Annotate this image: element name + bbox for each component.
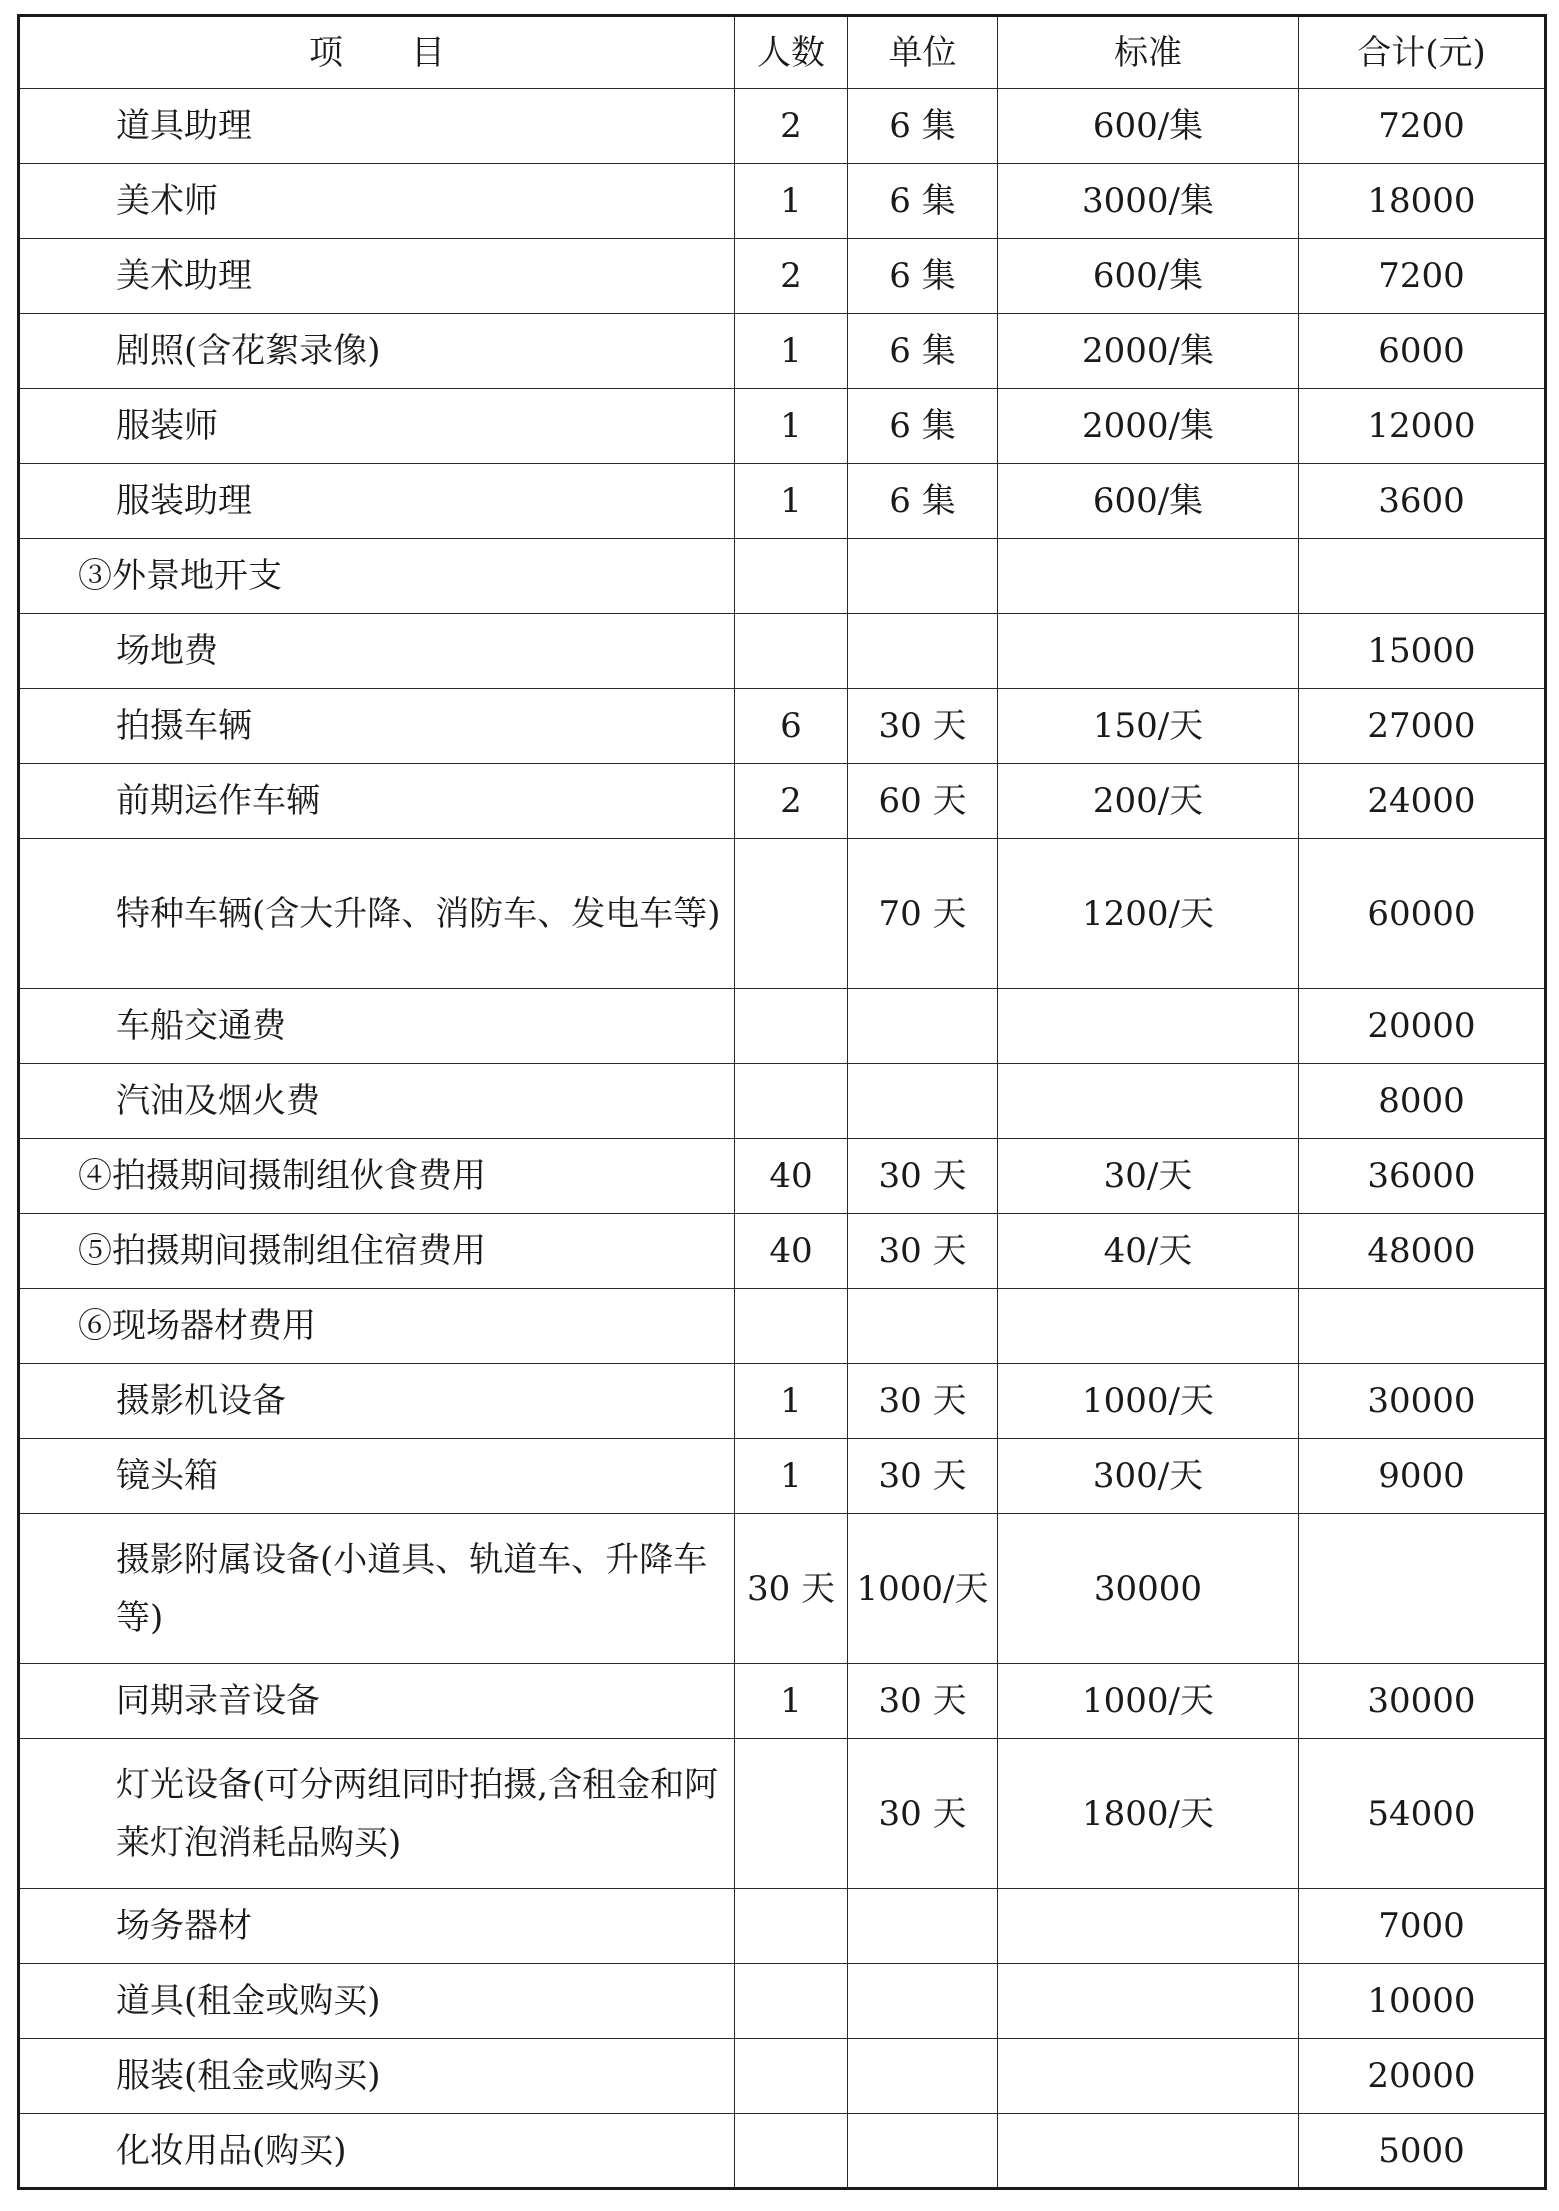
table-row bbox=[19, 689, 1546, 764]
count-cell: 1 bbox=[735, 1439, 848, 1514]
table-row bbox=[19, 2039, 1546, 2114]
count-cell: 1 bbox=[735, 314, 848, 389]
unit-cell: 6 集 bbox=[848, 239, 998, 314]
unit-cell bbox=[848, 2039, 998, 2114]
item-cell: 场务器材 bbox=[19, 1889, 735, 1964]
item-cell: 服装助理 bbox=[19, 464, 735, 539]
table-row bbox=[19, 89, 1546, 164]
total-cell: 5000 bbox=[1299, 2114, 1546, 2189]
table-row bbox=[19, 314, 1546, 389]
unit-cell: 30 天 bbox=[848, 1439, 998, 1514]
total-cell bbox=[1299, 539, 1546, 614]
section-row bbox=[19, 1289, 1546, 1364]
total-cell: 7200 bbox=[1299, 89, 1546, 164]
item-cell: 道具助理 bbox=[19, 89, 735, 164]
total-cell: 48000 bbox=[1299, 1214, 1546, 1289]
unit-cell bbox=[848, 1289, 998, 1364]
total-cell bbox=[1299, 1289, 1546, 1364]
standard-cell bbox=[998, 1889, 1299, 1964]
item-cell: 服装师 bbox=[19, 389, 735, 464]
count-cell: 30 天 bbox=[735, 1514, 848, 1664]
table-row bbox=[19, 1739, 1546, 1889]
count-cell bbox=[735, 989, 848, 1064]
total-cell: 18000 bbox=[1299, 164, 1546, 239]
item-cell: 剧照(含花絮录像) bbox=[19, 314, 735, 389]
section-row bbox=[19, 1139, 1546, 1214]
standard-cell: 600/集 bbox=[998, 239, 1299, 314]
table-row bbox=[19, 1514, 1546, 1664]
total-cell: 3600 bbox=[1299, 464, 1546, 539]
count-cell: 2 bbox=[735, 764, 848, 839]
count-cell: 1 bbox=[735, 164, 848, 239]
unit-cell: 60 天 bbox=[848, 764, 998, 839]
count-cell: 40 bbox=[735, 1214, 848, 1289]
section-row bbox=[19, 539, 1546, 614]
header-unit: 单位 bbox=[848, 16, 998, 89]
total-cell: 60000 bbox=[1299, 839, 1546, 989]
standard-cell bbox=[998, 1964, 1299, 2039]
header-standard: 标准 bbox=[998, 16, 1299, 89]
section-row bbox=[19, 1214, 1546, 1289]
count-cell: 2 bbox=[735, 89, 848, 164]
unit-cell bbox=[848, 1889, 998, 1964]
total-cell: 24000 bbox=[1299, 764, 1546, 839]
unit-cell: 30 天 bbox=[848, 1139, 998, 1214]
table-row bbox=[19, 2114, 1546, 2189]
total-cell: 54000 bbox=[1299, 1739, 1546, 1889]
table-row bbox=[19, 614, 1546, 689]
table-row bbox=[19, 1889, 1546, 1964]
count-cell bbox=[735, 539, 848, 614]
count-cell: 40 bbox=[735, 1139, 848, 1214]
standard-cell bbox=[998, 539, 1299, 614]
standard-cell: 1200/天 bbox=[998, 839, 1299, 989]
standard-cell: 1000/天 bbox=[998, 1664, 1299, 1739]
standard-cell: 200/天 bbox=[998, 764, 1299, 839]
unit-cell bbox=[848, 1064, 998, 1139]
total-cell: 10000 bbox=[1299, 1964, 1546, 2039]
total-cell: 7000 bbox=[1299, 1889, 1546, 1964]
total-cell: 15000 bbox=[1299, 614, 1546, 689]
table-row bbox=[19, 1964, 1546, 2039]
count-cell bbox=[735, 614, 848, 689]
total-cell: 6000 bbox=[1299, 314, 1546, 389]
count-cell: 1 bbox=[735, 389, 848, 464]
table-row bbox=[19, 839, 1546, 989]
standard-cell: 40/天 bbox=[998, 1214, 1299, 1289]
standard-cell: 1000/天 bbox=[998, 1364, 1299, 1439]
standard-cell bbox=[998, 2039, 1299, 2114]
unit-cell bbox=[848, 989, 998, 1064]
unit-cell: 6 集 bbox=[848, 314, 998, 389]
unit-cell bbox=[848, 1964, 998, 2039]
total-cell: 20000 bbox=[1299, 2039, 1546, 2114]
table-header bbox=[19, 16, 1546, 89]
section-title-cell: ⑥现场器材费用 bbox=[19, 1289, 735, 1364]
unit-cell: 1000/天 bbox=[848, 1514, 998, 1664]
item-cell: 道具(租金或购买) bbox=[19, 1964, 735, 2039]
total-cell: 9000 bbox=[1299, 1439, 1546, 1514]
unit-cell: 30 天 bbox=[848, 1739, 998, 1889]
total-cell bbox=[1299, 1514, 1546, 1664]
section-title-cell: ③外景地开支 bbox=[19, 539, 735, 614]
header-total: 合计(元) bbox=[1299, 16, 1546, 89]
standard-cell bbox=[998, 2114, 1299, 2189]
standard-cell: 3000/集 bbox=[998, 164, 1299, 239]
standard-cell: 300/天 bbox=[998, 1439, 1299, 1514]
total-cell: 30000 bbox=[1299, 1664, 1546, 1739]
table-row bbox=[19, 389, 1546, 464]
item-cell: 前期运作车辆 bbox=[19, 764, 735, 839]
count-cell: 1 bbox=[735, 1664, 848, 1739]
count-cell bbox=[735, 2114, 848, 2189]
item-cell: 摄影附属设备(小道具、轨道车、升降车等) bbox=[19, 1514, 735, 1664]
count-cell: 1 bbox=[735, 464, 848, 539]
item-cell: 镜头箱 bbox=[19, 1439, 735, 1514]
item-cell: 美术师 bbox=[19, 164, 735, 239]
standard-cell: 150/天 bbox=[998, 689, 1299, 764]
count-cell bbox=[735, 1064, 848, 1139]
header-row bbox=[19, 16, 1546, 89]
header-item: 项 目 bbox=[19, 16, 735, 89]
count-cell: 1 bbox=[735, 1364, 848, 1439]
standard-cell bbox=[998, 614, 1299, 689]
item-cell: 车船交通费 bbox=[19, 989, 735, 1064]
count-cell bbox=[735, 2039, 848, 2114]
unit-cell: 30 天 bbox=[848, 1664, 998, 1739]
table-row bbox=[19, 464, 1546, 539]
total-cell: 8000 bbox=[1299, 1064, 1546, 1139]
total-cell: 27000 bbox=[1299, 689, 1546, 764]
budget-table bbox=[17, 14, 1547, 2190]
table-row bbox=[19, 764, 1546, 839]
count-cell bbox=[735, 1289, 848, 1364]
unit-cell: 6 集 bbox=[848, 389, 998, 464]
total-cell: 20000 bbox=[1299, 989, 1546, 1064]
item-cell: 拍摄车辆 bbox=[19, 689, 735, 764]
count-cell bbox=[735, 839, 848, 989]
unit-cell: 30 天 bbox=[848, 689, 998, 764]
total-cell: 30000 bbox=[1299, 1364, 1546, 1439]
item-cell: 摄影机设备 bbox=[19, 1364, 735, 1439]
standard-cell: 2000/集 bbox=[998, 389, 1299, 464]
unit-cell: 30 天 bbox=[848, 1214, 998, 1289]
standard-cell: 600/集 bbox=[998, 464, 1299, 539]
count-cell bbox=[735, 1889, 848, 1964]
standard-cell: 30000 bbox=[998, 1514, 1299, 1664]
unit-cell: 70 天 bbox=[848, 839, 998, 989]
item-cell: 场地费 bbox=[19, 614, 735, 689]
total-cell: 12000 bbox=[1299, 389, 1546, 464]
section-title-cell: ④拍摄期间摄制组伙食费用 bbox=[19, 1139, 735, 1214]
standard-cell bbox=[998, 1064, 1299, 1139]
count-cell: 2 bbox=[735, 239, 848, 314]
table-row bbox=[19, 1664, 1546, 1739]
unit-cell: 6 集 bbox=[848, 89, 998, 164]
table-row bbox=[19, 989, 1546, 1064]
unit-cell: 6 集 bbox=[848, 464, 998, 539]
item-cell: 服装(租金或购买) bbox=[19, 2039, 735, 2114]
table-row bbox=[19, 239, 1546, 314]
item-cell: 化妆用品(购买) bbox=[19, 2114, 735, 2189]
item-cell: 灯光设备(可分两组同时拍摄,含租金和阿莱灯泡消耗品购买) bbox=[19, 1739, 735, 1889]
item-cell: 汽油及烟火费 bbox=[19, 1064, 735, 1139]
unit-cell: 6 集 bbox=[848, 164, 998, 239]
table-body bbox=[19, 89, 1546, 2189]
item-cell: 特种车辆(含大升降、消防车、发电车等) bbox=[19, 839, 735, 989]
header-count: 人数 bbox=[735, 16, 848, 89]
item-cell: 同期录音设备 bbox=[19, 1664, 735, 1739]
table-row bbox=[19, 1364, 1546, 1439]
standard-cell: 30/天 bbox=[998, 1139, 1299, 1214]
standard-cell bbox=[998, 989, 1299, 1064]
unit-cell bbox=[848, 614, 998, 689]
table-row bbox=[19, 1439, 1546, 1514]
standard-cell bbox=[998, 1289, 1299, 1364]
standard-cell: 2000/集 bbox=[998, 314, 1299, 389]
standard-cell: 1800/天 bbox=[998, 1739, 1299, 1889]
unit-cell bbox=[848, 2114, 998, 2189]
table-row bbox=[19, 1064, 1546, 1139]
table-row bbox=[19, 164, 1546, 239]
section-title-cell: ⑤拍摄期间摄制组住宿费用 bbox=[19, 1214, 735, 1289]
item-cell: 美术助理 bbox=[19, 239, 735, 314]
count-cell bbox=[735, 1739, 848, 1889]
total-cell: 36000 bbox=[1299, 1139, 1546, 1214]
count-cell bbox=[735, 1964, 848, 2039]
count-cell: 6 bbox=[735, 689, 848, 764]
standard-cell: 600/集 bbox=[998, 89, 1299, 164]
total-cell: 7200 bbox=[1299, 239, 1546, 314]
unit-cell bbox=[848, 539, 998, 614]
unit-cell: 30 天 bbox=[848, 1364, 998, 1439]
